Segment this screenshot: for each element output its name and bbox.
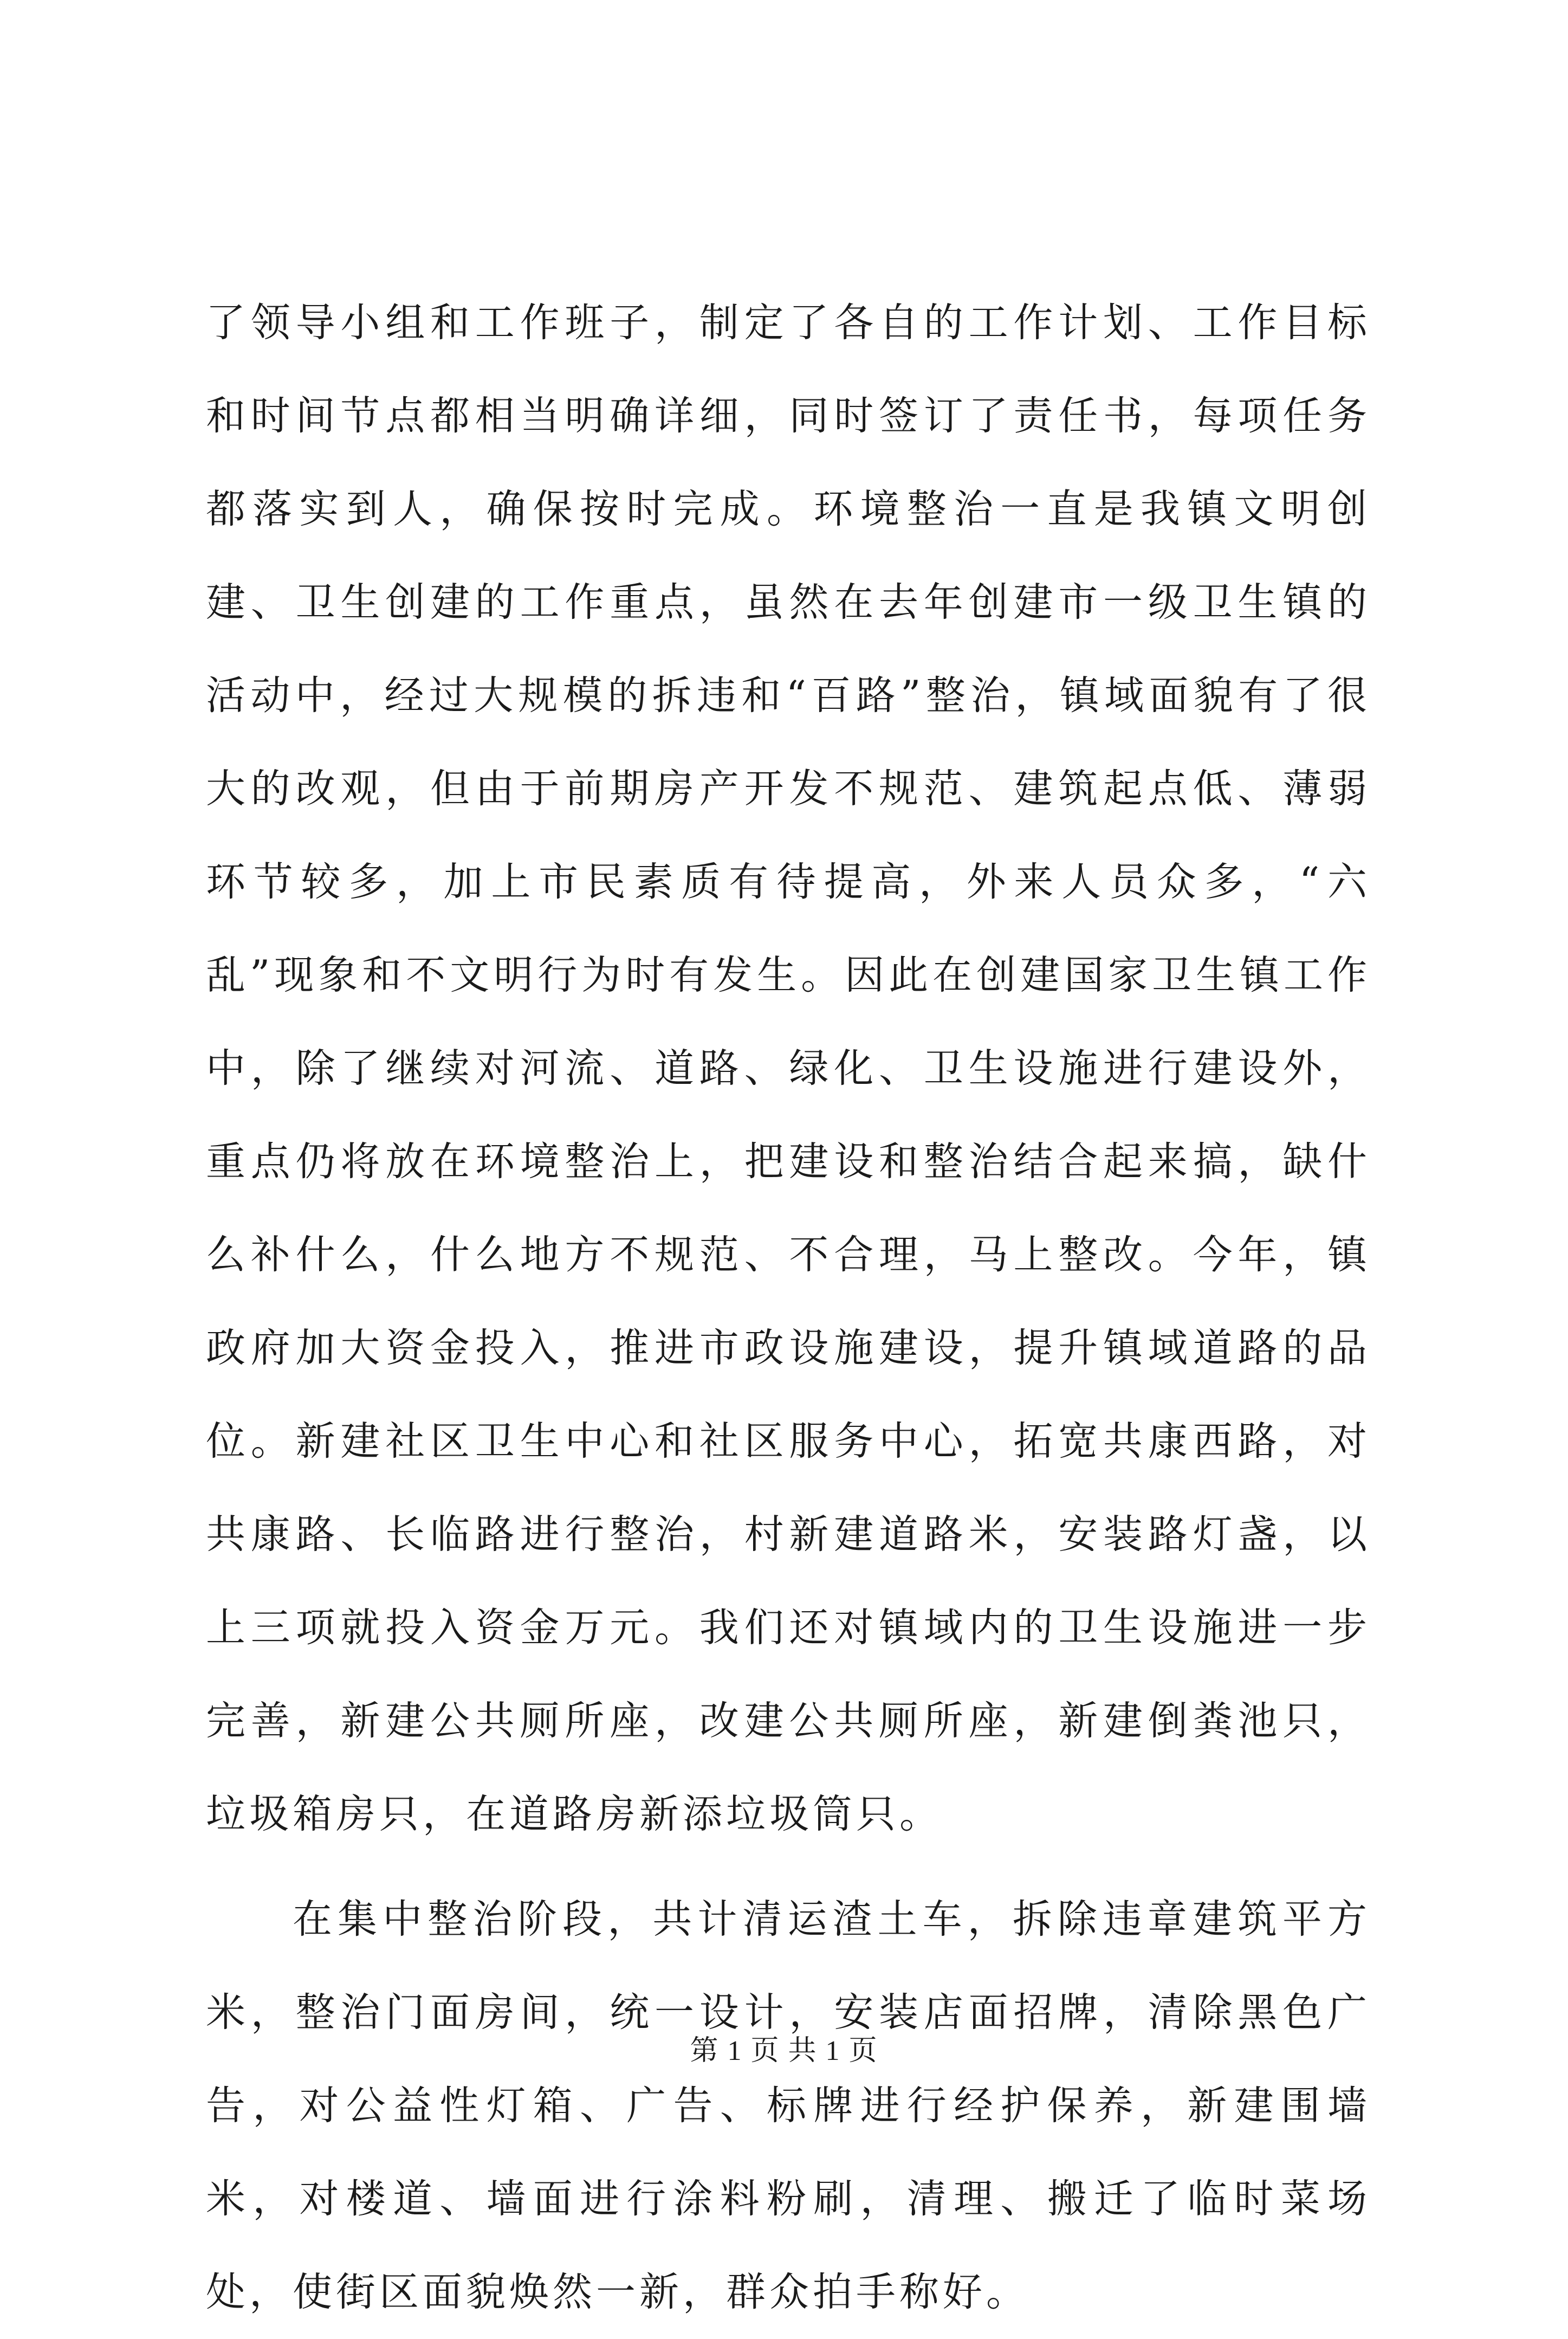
paragraph-1: 了领导小组和工作班子，制定了各自的工作计划、工作目标和时间节点都相当明确详细，同时签订了责任书，每项任务都落实到人，确保按时完成。环境整治一直是我镇文明创建、卫生创建的工作重点，虽然在去年创建市一级卫生镇的活动中，经过大规模的拆违和“百路”整治，镇域面貌有了很大的改观，但由于前期房产开发不规范、建筑起点低、薄弱环节较多，加上市民素质有待提高，外来人员众多，“六乱”现象和不文明行为时有发生。因此在创建国家卫生镇工作中，除了继续对河流、道路、绿化、卫生设施进行建设外，重点仍将放在环境整治上，把建设和整治结合起来搞，缺什么补什么，什么地方不规范、不合理，马上整改。今年，镇政府加大资金投入，推进市政设施建设，提升镇域道路的品位。新建社区卫生中心和社区服务中心，拓宽共康西路，对共康路、长临路进行整治，村新建道路米，安装路灯盏，以上三项就投入资金万元。我们还对镇域内的卫生设施进一步完善，新建公共厕所座，改建公共厕所座，新建倒粪池只，垃圾箱房只，在道路房新添垃圾筒只。 bbox=[206, 300, 1371, 1837]
document-body bbox=[206, 276, 1371, 2339]
page-footer: 第 1 页 共 1 页 bbox=[690, 2036, 878, 2066]
paragraph-2: 在集中整治阶段，共计清运渣土车，拆除违章建筑平方米，整治门面房间，统一设计，安装店面招牌，清除黑色广告，对公益性灯箱、广告、标牌进行经护保养，新建围墙米，对楼道、墙面进行涂料粉刷，清理、搬迁了临时菜场处，使街区面貌焕然一新，群众拍手称好。 bbox=[206, 1896, 1371, 2315]
